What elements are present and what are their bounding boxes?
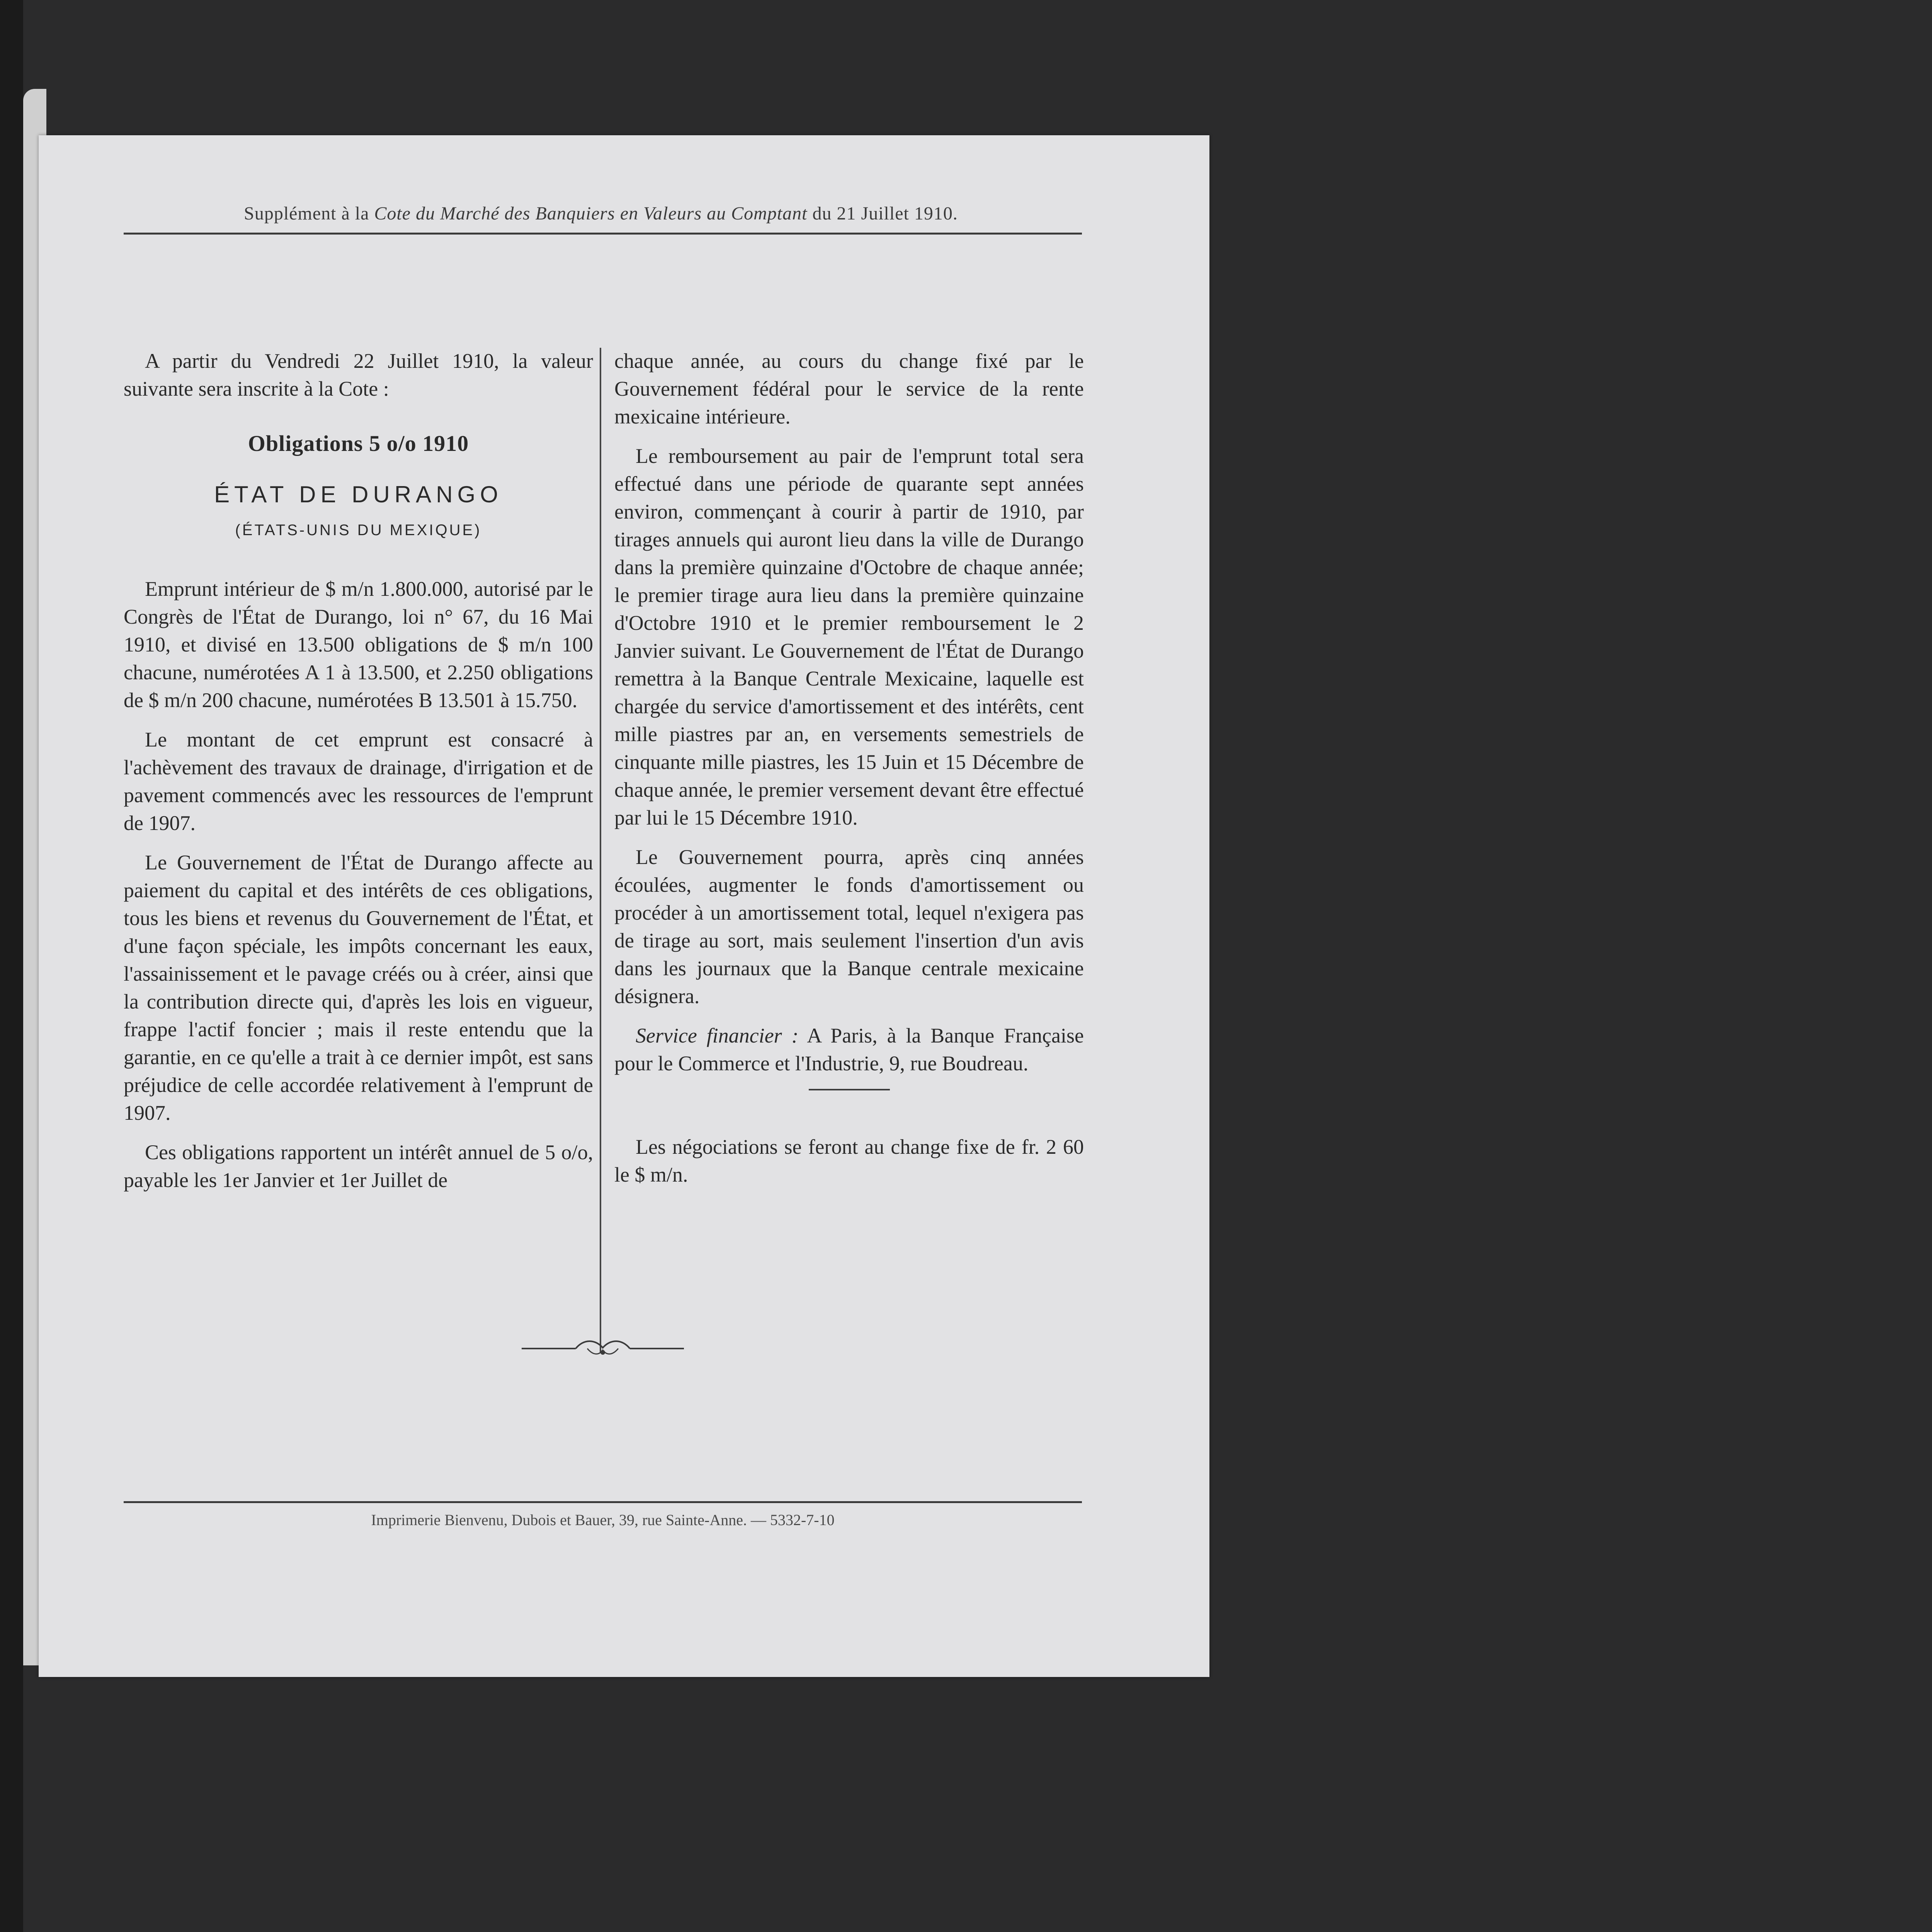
issuer-subheading: (ÉTATS-UNIS DU MEXIQUE)	[235, 522, 482, 539]
paragraph-interest-continued: chaque année, au cours du change fixé par le Gouvernement fédéral pour le service de la rente mexicaine intérieure.	[614, 349, 1084, 428]
header-rule	[124, 233, 1082, 235]
background-band	[0, 0, 23, 1932]
service-text: A Paris, à la Banque Française pour le Commerce et l'Industrie, 9, rue Boudreau.	[614, 1024, 1084, 1075]
column-divider	[600, 348, 601, 1352]
document-page	[39, 135, 1209, 1677]
running-header	[122, 203, 1080, 224]
paragraph-early-redemption: Le Gouvernement pourra, après cinq années écoulées, augmenter le fonds d'amortissement ou procéder à un amortissement total, lequel n'exigera pas de tirage au sort, mais seulement l'insertion d'un avis dans les journaux que la Banque centrale mexicaine désignera.	[614, 845, 1084, 1008]
header-prefix: Supplément à la	[244, 203, 374, 224]
header-date: du 21 Juillet 1910.	[807, 203, 958, 224]
service-label: Service financier :	[636, 1024, 799, 1047]
paragraph-purpose: Le montant de cet emprunt est consacré à l'achèvement des travaux de drainage, d'irrigation et de pavement commencés avec les ressources de l'emprunt de 1907.	[124, 728, 593, 835]
intro-paragraph: A partir du Vendredi 22 Juillet 1910, la valeur suivante sera inscrite à la Cote :	[124, 349, 593, 400]
footer-rule	[124, 1501, 1082, 1503]
right-column	[614, 347, 1084, 1200]
left-column	[124, 347, 593, 1206]
bond-title: Obligations 5 o/o 1910	[248, 431, 469, 456]
paragraph-redemption: Le remboursement au pair de l'emprunt total sera effectué dans une période de quarante sept années environ, commençant à courir à partir de 1910, par tirages annuels qui auront lieu dans la ville de Durango dans la première quinzaine d'Octobre de chaque année; le premier tirage aura lieu dans la première quinzaine d'Octobre 1910 et le premier remboursement le 2 Janvier suivant. Le Gouvernement de l'État de Durango remettra à la Banque Centrale Mexicaine, laquelle est chargée du service d'amortissement et des intérêts, cent mille piastres par an, en versements semestriels de cinquante mille piastres, les 15 Juin et 15 Décembre de chaque année, le premier versement devant être effectué par lui le 15 Décembre 1910.	[614, 444, 1084, 829]
ornament-flourish	[518, 1333, 688, 1364]
issuer-heading: ÉTAT DE DURANGO	[214, 481, 503, 507]
printer-imprint: Imprimerie Bienvenu, Dubois et Bauer, 39, rue Sainte-Anne. — 5332-7-10	[371, 1511, 835, 1529]
header-publication-title: Cote du Marché des Banquiers en Valeurs au Comptant	[374, 203, 808, 224]
paragraph-exchange: Les négociations se feront au change fixe de fr. 2 60 le $ m/n.	[614, 1135, 1084, 1186]
paragraph-interest: Ces obligations rapportent un intérêt annuel de 5 o/o, payable les 1er Janvier et 1er Juillet de	[124, 1141, 593, 1192]
paragraph-guarantee: Le Gouvernement de l'État de Durango affecte au paiement du capital et des intérêts de ces obligations, tous les biens et revenus du Gouvernement de l'État, et d'une façon spéciale, les impôts concernant les eaux, l'assainissement et le pavage créés ou à créer, ainsi que la contribution directe qui, d'après les lois en vigueur, frappe l'actif foncier ; mais il reste entendu que la garantie, en ce qu'elle a trait à ce dernier impôt, est sans préjudice de celle accordée relativement à l'emprunt de 1907.	[124, 851, 593, 1124]
section-rule	[809, 1089, 890, 1090]
paragraph-loan-terms: Emprunt intérieur de $ m/n 1.800.000, autorisé par le Congrès de l'État de Durango, loi n° 67, du 16 Mai 1910, et divisé en 13.500 obligations de $ m/n 100 chacune, numérotées A 1 à 13.500, et 2.250 obligations de $ m/n 200 chacune, numérotées B 13.501 à 15.750.	[124, 577, 593, 712]
paragraph-financial-service	[614, 1022, 1084, 1077]
